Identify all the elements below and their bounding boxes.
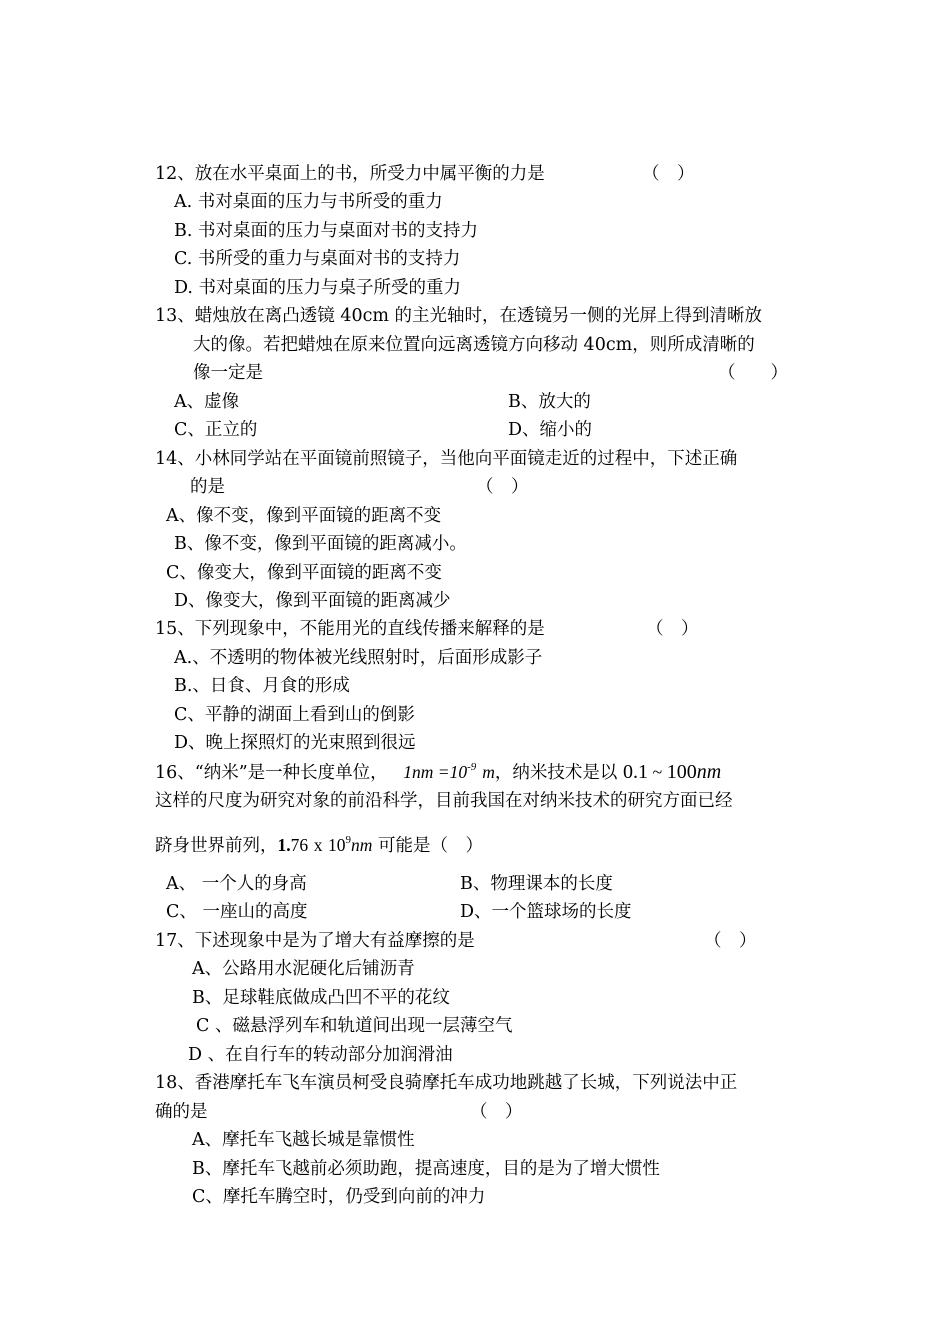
question-14-stem-line1: 14、小林同学站在平面镜前照镜子，当他向平面镜走近的过程中，下述正确 — [155, 449, 738, 469]
question-13-stem-line1: 13、蜡烛放在离凸透镜 40cm 的主光轴时，在透镜另一侧的光屏上得到清晰放 — [155, 306, 763, 326]
question-18-option-b: B、摩托车飞越前必须助跑，提高速度，目的是为了增大惯性 — [192, 1159, 660, 1179]
question-16-option-d: D、一个篮球场的长度 — [460, 902, 632, 922]
question-18-stem-line1: 18、香港摩托车飞车演员柯受良骑摩托车成功地跳越了长城，下列说法中正 — [155, 1073, 738, 1093]
question-13-stem-line3: 像一定是 — [193, 363, 263, 383]
question-12-option-a: A. 书对桌面的压力与书所受的重力 — [174, 192, 443, 212]
question-12-stem: 12、放在水平桌面上的书，所受力中属平衡的力是 — [155, 164, 545, 184]
question-14-stem-line2: 的是 — [190, 477, 225, 497]
question-18-option-a: A、摩托车飞越长城是靠惯性 — [192, 1130, 415, 1150]
question-13-option-a: A、虚像 — [174, 392, 240, 412]
question-13-option-b: B、放大的 — [508, 392, 591, 412]
question-16-option-c: C、 一座山的高度 — [166, 902, 308, 922]
question-16-stem-line1: 16、“纳米”是一种长度单位， $1nm =10^{-9}$ m，纳米技术是以 0.1 ~ 100nm — [155, 761, 722, 783]
question-17-answer-blank: （ ） — [704, 931, 757, 951]
question-17-option-b: B、足球鞋底做成凸凹不平的花纹 — [192, 988, 450, 1008]
question-16-option-a: A、 一个人的身高 — [166, 874, 307, 894]
question-12-answer-blank: （ ） — [642, 164, 695, 184]
question-14-answer-blank: （ ） — [476, 477, 529, 497]
question-17-stem: 17、下述现象中是为了增大有益摩擦的是 — [155, 931, 475, 951]
question-14-option-b: B、像不变，像到平面镜的距离减小。 — [174, 534, 467, 554]
question-12-option-c: C. 书所受的重力与桌面对书的支持力 — [174, 249, 461, 269]
question-15-option-b: B.、日食、月食的形成 — [174, 676, 350, 696]
question-17-option-a: A、公路用水泥硬化后铺沥青 — [192, 959, 415, 979]
question-16-option-b: B、物理课本的长度 — [460, 874, 613, 894]
question-14-option-d: D、像变大，像到平面镜的距离减少 — [174, 591, 451, 611]
nanometer-definition-formula: $1nm =10^{-9}$ m — [403, 761, 495, 782]
question-17-option-c: C 、磁悬浮列车和轨道间出现一层薄空气 — [196, 1016, 513, 1036]
question-13-answer-blank: （ ） — [718, 363, 788, 383]
question-12-option-b: B. 书对桌面的压力与桌面对书的支持力 — [174, 221, 478, 241]
question-15-stem: 15、下列现象中，不能用光的直线传播来解释的是 — [155, 619, 545, 639]
question-18-answer-blank: （ ） — [470, 1102, 523, 1122]
question-12-option-d: D. 书对桌面的压力与桌子所受的重力 — [174, 278, 462, 298]
question-14-option-a: A、像不变，像到平面镜的距离不变 — [166, 506, 442, 526]
question-15-answer-blank: （ ） — [646, 619, 699, 639]
question-15-option-a: A.、不透明的物体被光线照射时，后面形成影子 — [174, 648, 543, 668]
question-14-option-c: C、像变大，像到平面镜的距离不变 — [166, 563, 442, 583]
question-15-option-c: C、平静的湖面上看到山的倒影 — [174, 705, 415, 725]
question-15-option-d: D、晚上探照灯的光束照到很远 — [174, 733, 416, 753]
question-13-option-c: C、正立的 — [174, 420, 258, 440]
question-18-option-c: C、摩托车腾空时，仍受到向前的冲力 — [192, 1187, 486, 1207]
question-17-option-d: D 、在自行车的转动部分加润滑油 — [188, 1045, 453, 1065]
question-16-stem-line3: 跻身世界前列，1.76 x $10^9nm$ 可能是（ ） — [155, 834, 483, 856]
question-13-stem-line2: 大的像。若把蜡烛在原来位置向远离透镜方向移动 40cm，则所成清晰的 — [193, 335, 755, 355]
question-16-stem-line2: 这样的尺度为研究对象的前沿科学，目前我国在对纳米技术的研究方面已经 — [155, 791, 733, 811]
question-18-stem-line2: 确的是 — [155, 1102, 208, 1122]
question-13-option-d: D、缩小的 — [508, 420, 593, 440]
